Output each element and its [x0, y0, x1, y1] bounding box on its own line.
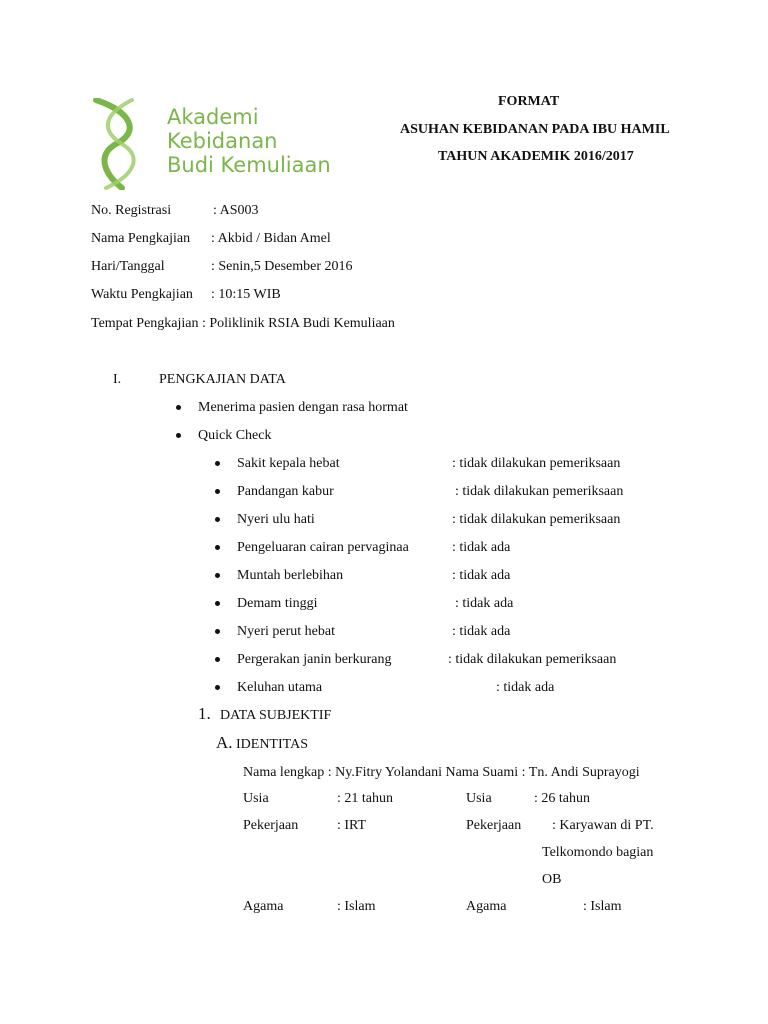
qc-label: Muntah berlebihan	[237, 568, 344, 583]
qc-value: : tidak dilakukan pemeriksaan	[455, 484, 624, 499]
hari-value: : Senin,5 Desember 2016	[211, 259, 353, 274]
waktu-label: Waktu Pengkajian	[91, 287, 193, 302]
header-format: FORMAT	[498, 94, 560, 109]
pekerjaan-suami-value: : Karyawan di PT.	[552, 818, 654, 833]
usia-suami-value: : 26 tahun	[534, 791, 590, 806]
bullet-icon	[215, 601, 220, 606]
pekerjaan-suami-line-2: Telkomondo bagian	[542, 845, 654, 860]
qc-label: Nyeri ulu hati	[237, 512, 315, 527]
nama-lengkap-line: Nama lengkap : Ny.Fitry Yolandani Nama Suami : Tn. Andi Suprayogi	[243, 765, 640, 780]
reg-label: No. Registrasi	[91, 203, 172, 218]
qc-value: : tidak ada	[452, 624, 511, 639]
qc-value: : tidak ada	[496, 680, 555, 695]
nama-pengkajian-value: : Akbid / Bidan Amel	[211, 231, 331, 246]
bullet-icon	[215, 629, 220, 634]
qc-value: : tidak ada	[452, 568, 511, 583]
institution-logo	[92, 98, 342, 190]
qc-label: Keluhan utama	[237, 680, 323, 695]
waktu-value: : 10:15 WIB	[211, 287, 281, 302]
qc-label: Sakit kepala hebat	[237, 456, 340, 471]
qc-value: : tidak dilakukan pemeriksaan	[448, 652, 617, 667]
qc-label: Demam tinggi	[237, 596, 318, 611]
agama-suami-value: : Islam	[583, 899, 622, 914]
bullet-icon	[215, 685, 220, 690]
usia-label: Usia	[243, 791, 269, 806]
subjektif-title: DATA SUBJEKTIF	[220, 708, 332, 723]
usia-value: : 21 tahun	[337, 791, 393, 806]
pekerjaan-value: : IRT	[337, 818, 367, 833]
agama-value: : Islam	[337, 899, 376, 914]
bullet-text-1: Menerima pasien dengan rasa hormat	[198, 400, 408, 415]
logo-line-2: Kebidanan	[167, 129, 278, 153]
bullet-text-2: Quick Check	[198, 428, 272, 443]
subjektif-number: 1.	[198, 704, 211, 723]
identitas-letter: A.	[216, 733, 233, 752]
header-title: ASUHAN KEBIDANAN PADA IBU HAMIL	[400, 122, 670, 137]
bullet-icon	[215, 657, 220, 662]
qc-label: Pergerakan janin berkurang	[237, 652, 392, 667]
qc-value: : tidak ada	[452, 540, 511, 555]
logo-line-3: Budi Kemuliaan	[167, 153, 331, 177]
pekerjaan-suami-label: Pekerjaan	[466, 818, 522, 833]
pekerjaan-label: Pekerjaan	[243, 818, 299, 833]
qc-label: Pengeluaran cairan pervaginaa	[237, 540, 409, 555]
helix-logo-icon	[92, 98, 162, 190]
section-title: PENGKAJIAN DATA	[159, 372, 286, 387]
qc-label: Pandangan kabur	[237, 484, 334, 499]
bullet-icon	[215, 573, 220, 578]
bullet-icon	[215, 517, 220, 522]
qc-value: : tidak dilakukan pemeriksaan	[452, 512, 621, 527]
bullet-icon	[215, 545, 220, 550]
bullet-icon	[215, 489, 220, 494]
bullet-icon	[215, 461, 220, 466]
nama-pengkajian-label: Nama Pengkajian	[91, 231, 191, 246]
reg-value: : AS003	[213, 203, 259, 218]
section-number: I.	[113, 372, 122, 387]
identitas-title: IDENTITAS	[236, 737, 308, 752]
qc-value: : tidak dilakukan pemeriksaan	[452, 456, 621, 471]
bullet-icon	[176, 405, 181, 410]
qc-label: Nyeri perut hebat	[237, 624, 335, 639]
logo-line-1: Akademi	[167, 105, 259, 129]
tempat-pengkajian: Tempat Pengkajian : Poliklinik RSIA Budi Kemuliaan	[91, 316, 395, 331]
agama-suami-label: Agama	[466, 899, 507, 914]
qc-value: : tidak ada	[455, 596, 514, 611]
hari-label: Hari/Tanggal	[91, 259, 165, 274]
header-year: TAHUN AKADEMIK 2016/2017	[438, 149, 634, 164]
usia-suami-label: Usia	[466, 791, 492, 806]
agama-label: Agama	[243, 899, 284, 914]
bullet-icon	[176, 433, 181, 438]
pekerjaan-suami-line-3: OB	[542, 872, 562, 887]
logo-text	[167, 105, 331, 177]
